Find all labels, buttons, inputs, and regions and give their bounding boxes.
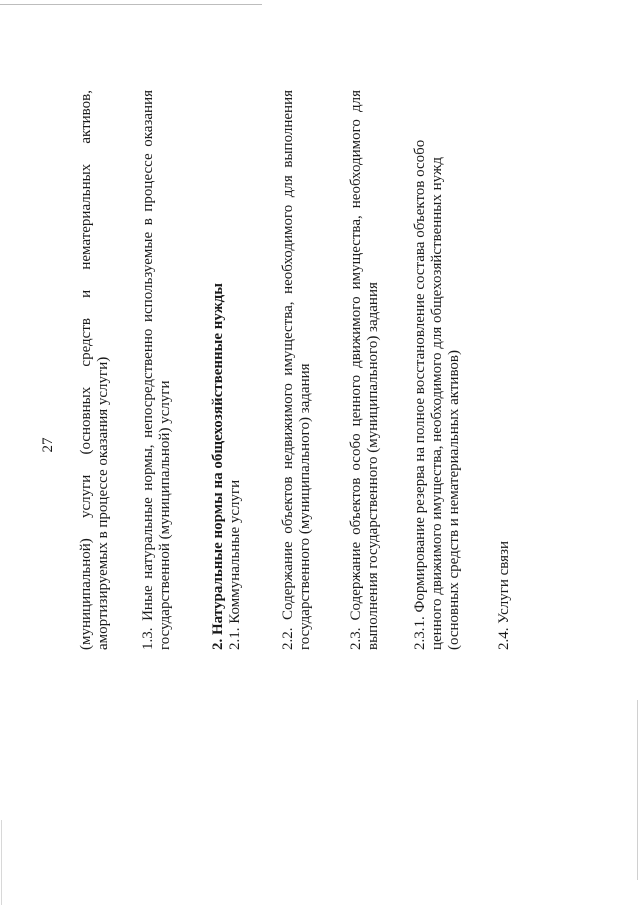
document-page	[40, 50, 560, 840]
page-number: 27	[40, 437, 56, 453]
item-2-2-paragraph	[280, 90, 314, 650]
text-line: государственного (муниципального) задания	[297, 363, 313, 650]
item-2-3-paragraph	[348, 90, 382, 650]
text-line: 2.2. Содержание объектов недвижимого имущества, необходимого для выполнения	[280, 90, 296, 650]
item-2-3-1-paragraph	[412, 90, 463, 650]
text-line: (муниципальной) услуги (основных средств и нематериальных активов,	[78, 90, 94, 650]
text-line: (основных средств и нематериальных активов)	[446, 349, 462, 650]
section-heading: 2. Натуральные нормы на общехозяйственные нужды	[210, 283, 226, 650]
text-line: амортизируемых в процессе оказания услуги)	[95, 356, 111, 650]
scan-edge-top	[0, 4, 262, 5]
item-2-4-paragraph	[496, 90, 513, 650]
text-line: 2.3. Содержание объектов особо ценного движимого имущества, необходимого для	[348, 90, 364, 650]
item-1-3-paragraph	[140, 90, 174, 650]
text-line: 2.3.1. Формирование резерва на полное восстановление состава объектов особо	[412, 139, 428, 650]
text-line: 2.1. Коммунальные услуги	[227, 479, 243, 650]
section-2-block	[210, 90, 244, 650]
text-line: 1.3. Иные натуральные нормы, непосредственно используемые в процессе оказания	[140, 90, 156, 650]
text-line: 2.4. Услуги связи	[496, 540, 512, 650]
scan-edge-right	[637, 700, 638, 880]
text-line: ценного движимого имущества, необходимого для общехозяйственных нужд	[429, 157, 445, 650]
scan-edge-left	[1, 820, 2, 905]
continuation-paragraph	[78, 90, 112, 650]
text-line: выполнения государственного (муниципального) задания	[365, 282, 381, 650]
text-line: государственной (муниципальной) услуги	[157, 380, 173, 650]
